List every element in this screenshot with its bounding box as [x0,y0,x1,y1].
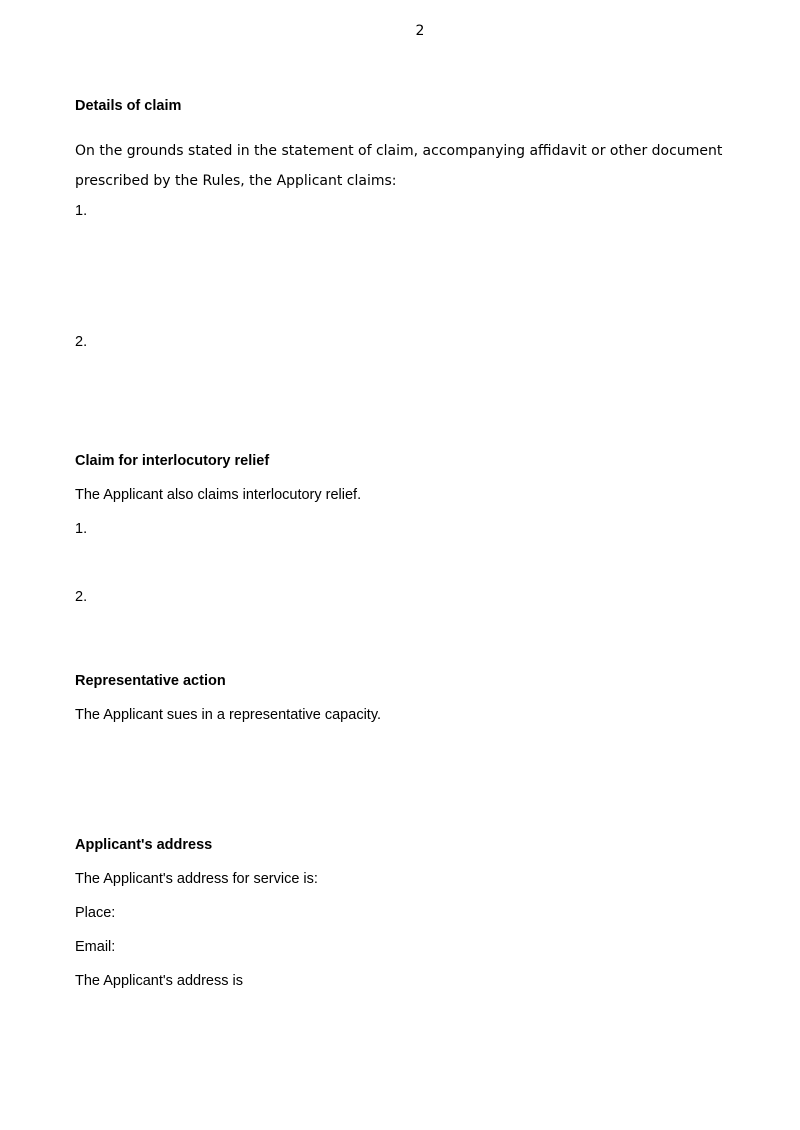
page-number: 2 [415,23,425,39]
applicant-address-heading: Applicant's address [75,837,213,853]
claim-item-1: 1. [75,203,88,219]
representative-action-heading: Representative action [75,673,226,689]
place-label: Place: [75,905,116,921]
details-of-claim-intro: On the grounds stated in the statement of claim, accompanying affidavit or other document prescribed by the Rules, the Applicant claims: [75,143,723,189]
interlocutory-item-1: 1. [75,521,88,537]
details-of-claim-heading: Details of claim [75,98,182,114]
email-label: Email: [75,939,116,955]
claim-item-2: 2. [75,334,88,350]
applicant-address-line: The Applicant's address is [75,973,243,989]
interlocutory-item-2: 2. [75,589,88,605]
interlocutory-relief-heading: Claim for interlocutory relief [75,453,270,469]
address-for-service-text: The Applicant's address for service is: [75,871,318,887]
representative-action-text: The Applicant sues in a representative capacity. [75,707,382,723]
interlocutory-relief-text: The Applicant also claims interlocutory relief. [75,487,362,503]
